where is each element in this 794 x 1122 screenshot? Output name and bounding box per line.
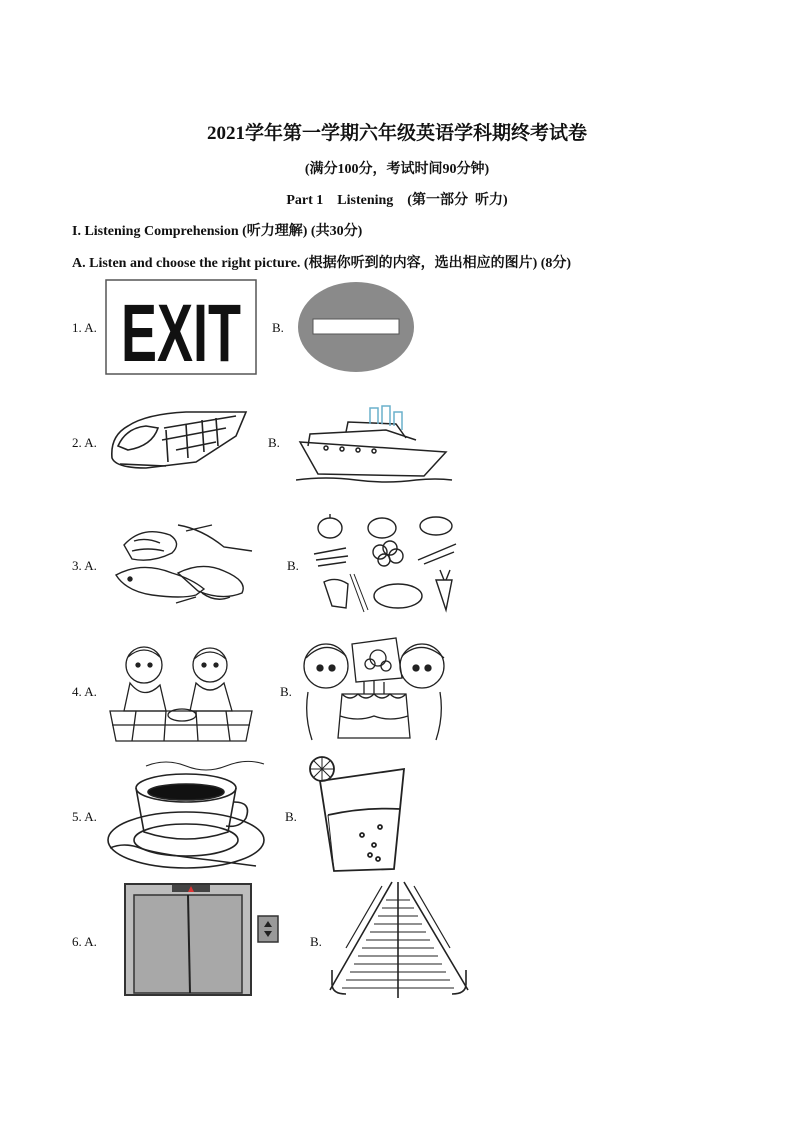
question-6-a-label: 6. A. — [72, 934, 97, 949]
birthday-cake-picture[interactable] — [298, 636, 450, 746]
question-4-b-label: B. — [280, 684, 292, 699]
question-1-b-label: B. — [272, 320, 284, 335]
question-5-a-label: 5. A. — [72, 809, 97, 824]
subsection-heading: A. Listen and choose the right picture. (根据你听到的内容，选出相应的图片) (8分) — [72, 256, 572, 271]
question-1-a-label: 1. A. — [72, 320, 97, 335]
question-4-a-label: 4. A. — [72, 684, 97, 699]
question-5-b-label: B. — [285, 809, 297, 824]
exit-sign-picture[interactable] — [105, 279, 257, 375]
coffee-cup-picture[interactable] — [106, 756, 268, 874]
exam-title: 2021学年第一学期六年级英语学科期终考试卷 — [206, 123, 587, 144]
question-3-a-label: 3. A. — [72, 558, 97, 573]
vegetables-picture[interactable] — [306, 514, 464, 614]
question-6-b-label: B. — [310, 934, 322, 949]
exam-subtitle: (满分100分，考试时间90分钟) — [304, 162, 490, 177]
escalator-picture[interactable] — [326, 880, 472, 1002]
part-heading: Part 1 Listening (第一部分 听力) — [286, 193, 508, 208]
glass-of-water-picture[interactable] — [300, 755, 408, 875]
train-picture[interactable] — [106, 406, 251, 474]
question-3-b-label: B. — [287, 558, 299, 573]
picnic-picture[interactable] — [106, 641, 256, 745]
question-2-b-label: B. — [268, 435, 280, 450]
elevator-picture[interactable] — [124, 883, 282, 997]
seafood-picture[interactable] — [112, 523, 260, 609]
section-heading: I. Listening Comprehension (听力理解) (共30分) — [72, 224, 363, 239]
exit-sign-text: EXIT — [121, 288, 241, 375]
question-2-a-label: 2. A. — [72, 435, 97, 450]
ship-picture[interactable] — [296, 404, 454, 484]
no-entry-sign-picture[interactable] — [296, 281, 416, 373]
